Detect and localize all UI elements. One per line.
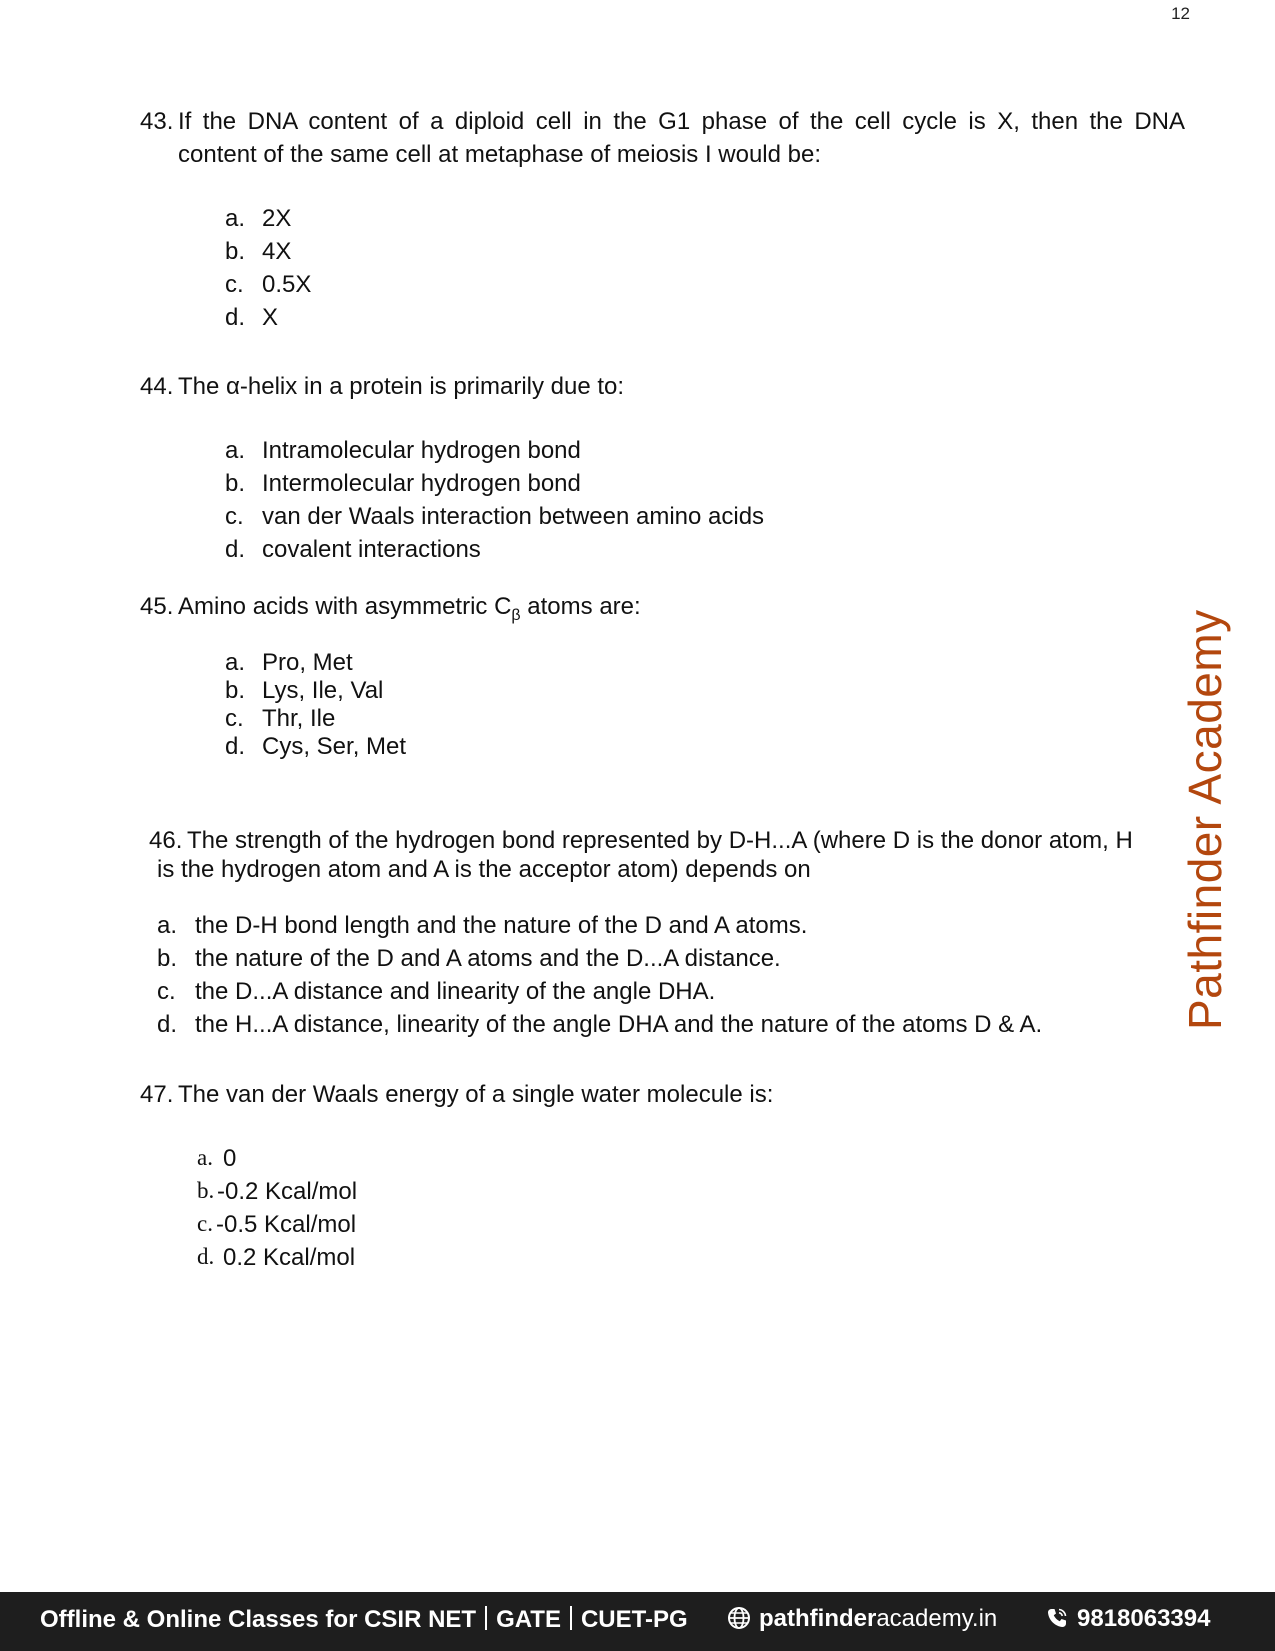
option-letter: c. [225, 705, 244, 732]
question-text-part: atoms are: [520, 593, 641, 620]
option-text: Thr, Ile [262, 705, 336, 732]
option-text: the nature of the D and A atoms and the D...A distance. [195, 945, 781, 972]
option-letter: a. [197, 1145, 213, 1170]
question-text-line-1: The α-helix in a protein is primarily due to: [178, 373, 625, 400]
question-text-part: Amino acids with asymmetric C [178, 593, 512, 620]
footer-bar [0, 1592, 1275, 1651]
question-45 [140, 590, 1185, 632]
option-letter: d. [225, 536, 246, 563]
option-letter: b. [225, 470, 246, 497]
option-letter: c. [225, 271, 244, 298]
footer-divider [570, 1606, 572, 1630]
option-letter: c. [157, 978, 176, 1005]
option-letter: d. [197, 1244, 215, 1269]
question-number: 46. [149, 827, 183, 854]
website-bold: pathfinder [759, 1605, 877, 1632]
option-text: 0 [223, 1145, 237, 1172]
question-stem [140, 590, 1185, 632]
question-number: 45. [140, 593, 174, 620]
option-letter: d. [225, 733, 246, 760]
option-text: 2X [262, 205, 292, 232]
option-text: the H...A distance, linearity of the angle DHA and the nature of the atoms D & A. [195, 1011, 1043, 1038]
option-text: covalent interactions [262, 536, 481, 563]
option-text: Intermolecular hydrogen bond [262, 470, 581, 497]
question-number: 44. [140, 373, 174, 400]
option-letter: d. [157, 1011, 178, 1038]
footer-cuet: CUET-PG [580, 1606, 688, 1633]
option-text: Lys, Ile, Val [262, 677, 384, 704]
option-letter: a. [225, 205, 246, 232]
option-text: 0.5X [262, 271, 312, 298]
footer-phone[interactable] [1045, 1605, 1210, 1637]
option-letter: a. [157, 912, 178, 939]
option-letter: b. [225, 677, 246, 704]
question-text-line-1: The strength of the hydrogen bond represented by D-H...A (where D is the donor atom, H [187, 827, 1133, 854]
option-letter: b. [225, 238, 246, 265]
question-43 [140, 105, 1185, 171]
option-text: X [262, 304, 279, 331]
question-stem [149, 826, 1185, 884]
option-text: 0.2 Kcal/mol [223, 1244, 356, 1271]
footer-classes-text: Offline & Online Classes for CSIR NET [40, 1606, 477, 1633]
question-text-line-2: content of the same cell at metaphase of meiosis I would be: [178, 141, 822, 168]
website-light: academy.in [876, 1605, 998, 1632]
option-letter: a. [225, 649, 246, 676]
option-letter: b. [157, 945, 178, 972]
option-text: -0.2 Kcal/mol [217, 1178, 358, 1205]
question-stem [140, 1078, 1185, 1111]
question-46 [149, 826, 1185, 884]
option-letter: b. [197, 1178, 215, 1203]
option-text: Intramolecular hydrogen bond [262, 437, 581, 464]
option-letter: c. [225, 503, 244, 530]
option-text: van der Waals interaction between amino acids [262, 503, 765, 530]
phone-number: 9818063394 [1077, 1605, 1211, 1632]
question-stem [140, 105, 1185, 171]
globe-icon [727, 1606, 751, 1637]
footer-courses [40, 1606, 688, 1634]
option-text: Pro, Met [262, 649, 353, 676]
question-44 [140, 370, 1185, 403]
option-letter: a. [225, 437, 246, 464]
option-letter: d. [225, 304, 246, 331]
question-number: 47. [140, 1081, 174, 1108]
option-text: Cys, Ser, Met [262, 733, 407, 760]
option-text: the D-H bond length and the nature of the D and A atoms. [195, 912, 808, 939]
option-text: 4X [262, 238, 292, 265]
option-letter: c. [197, 1211, 213, 1236]
question-stem [140, 370, 1185, 403]
question-text-line-2: is the hydrogen atom and A is the acceptor atom) depends on [157, 856, 811, 883]
question-number: 43. [140, 108, 174, 135]
page-number: 12 [1171, 4, 1190, 23]
footer-gate: GATE [496, 1606, 561, 1633]
footer-website[interactable] [727, 1605, 997, 1637]
question-47 [140, 1078, 1185, 1111]
question-text-line-1: The van der Waals energy of a single water molecule is: [178, 1081, 774, 1108]
option-text: the D...A distance and linearity of the angle DHA. [195, 978, 716, 1005]
question-text-line-1 [178, 590, 1185, 632]
question-text-line-1: If the DNA content of a diploid cell in the G1 phase of the cell cycle is X, then the DNA [178, 108, 1185, 135]
phone-icon [1045, 1606, 1069, 1637]
footer-divider [485, 1606, 487, 1630]
subscript-beta: β [511, 607, 521, 624]
option-text: -0.5 Kcal/mol [216, 1211, 357, 1238]
watermark-pathfinder-academy: Pathfinder Academy [1179, 609, 1231, 1030]
